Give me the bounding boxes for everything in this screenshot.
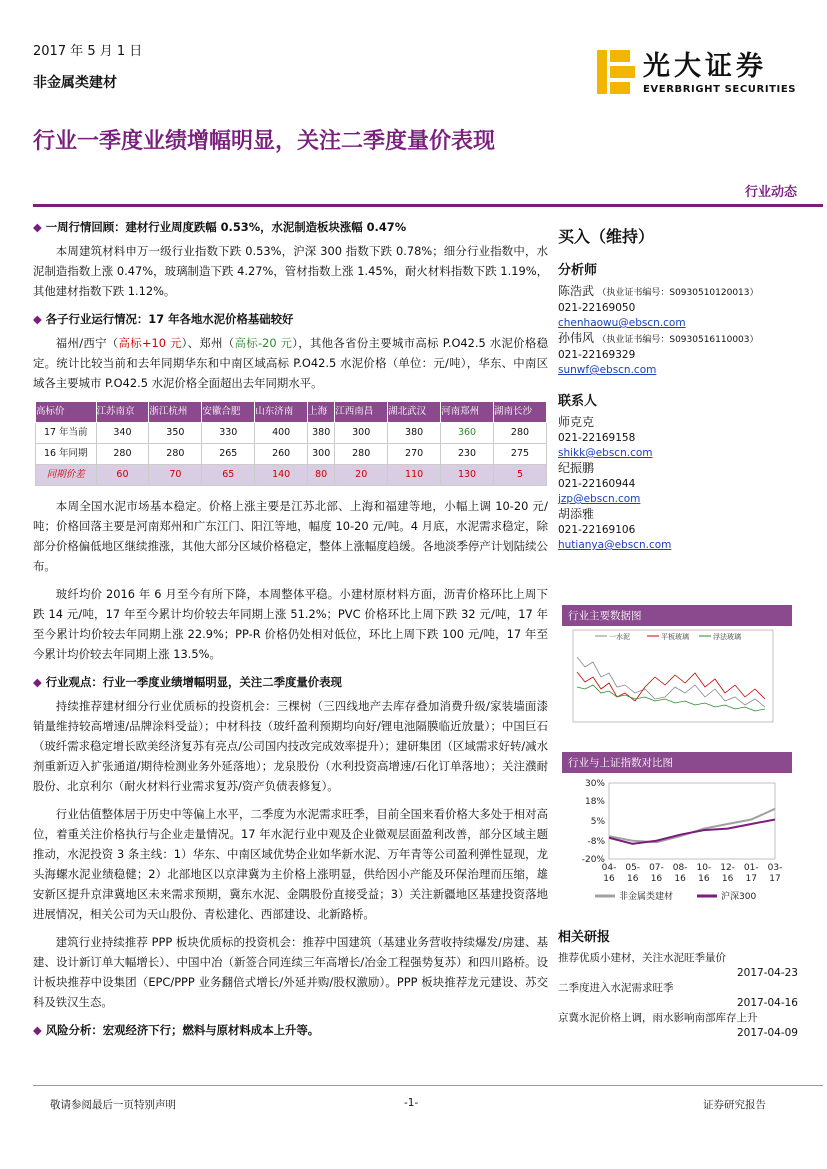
chart-plot-area	[609, 783, 775, 859]
table-cell: 280	[335, 444, 388, 465]
table-header-cell: 湖北武汉	[388, 402, 441, 423]
table-cell: 230	[441, 444, 494, 465]
y-tick-label: -8%	[587, 836, 605, 847]
table-cell: 340	[96, 423, 149, 444]
header-divider	[33, 204, 823, 207]
footer-report-type: 证券研究报告	[703, 1099, 766, 1111]
x-tick-label: 16	[674, 874, 686, 884]
related-report-title[interactable]: 二季度进入水泥需求旺季	[558, 982, 674, 994]
chart1-legend-label: 浮法玻璃	[713, 633, 741, 641]
chart1-legend-label: 一水泥	[609, 633, 630, 641]
contact-entry: 纪振鹏 021-22160944 jzp@ebscn.com	[558, 461, 641, 505]
table-cell: 17 年当前	[36, 423, 97, 444]
contact-email-link[interactable]: jzp@ebscn.com	[558, 493, 641, 505]
table-cell: 360	[441, 423, 494, 444]
table-cell: 140	[255, 465, 308, 486]
legend-label: 沪深300	[721, 892, 757, 902]
legend-label: 非金属类建材	[619, 892, 674, 902]
table-cell: 270	[388, 444, 441, 465]
industry-data-chart	[565, 627, 780, 727]
x-tick-label: 16	[698, 874, 710, 884]
table-cell: 380	[308, 423, 335, 444]
industry-series-line-red	[577, 672, 765, 701]
logo-chinese-text: 光大证券	[643, 51, 767, 82]
table-cell: 110	[388, 465, 441, 486]
x-tick-label: 16	[626, 874, 639, 884]
contact-email-link[interactable]: hutianya@ebscn.com	[558, 539, 672, 551]
section-subindustry-heading: ◆ 各子行业运行情况：17 年各地水泥价格基础较好	[33, 312, 294, 326]
table-row	[36, 465, 547, 486]
analyst-email-link[interactable]: chenhaowu@ebscn.com	[558, 317, 686, 329]
contact-email-link[interactable]: shikk@ebscn.com	[558, 447, 653, 459]
y-tick-label: -20%	[581, 855, 605, 865]
diamond-bullet-icon: ◆	[33, 312, 42, 326]
analyst-heading: 分析师	[558, 263, 598, 278]
report-date: 2017 年 5 月 1 日	[33, 44, 143, 59]
section-risk-heading: ◆ 风险分析：宏观经济下行；燃料与原材料成本上升等。	[33, 1023, 320, 1037]
section-outlook-heading: ◆ 行业观点：行业一季度业绩增幅明显，关注二季度量价表现	[33, 675, 342, 689]
diamond-bullet-icon: ◆	[33, 1023, 42, 1037]
footer-disclaimer: 敬请参阅最后一页特别声明	[50, 1099, 176, 1111]
x-tick-label: 16	[603, 874, 615, 884]
x-tick-label: 17	[745, 874, 758, 884]
document-type: 行业动态	[744, 185, 797, 200]
table-cell: 330	[202, 423, 255, 444]
table-header-cell: 山东济南	[255, 402, 308, 423]
x-tick-label: 12-	[720, 863, 735, 873]
table-cell: 380	[388, 423, 441, 444]
diamond-bullet-icon: ◆	[33, 675, 42, 689]
table-cell: 280	[149, 444, 202, 465]
table-header-cell: 浙江杭州	[149, 402, 202, 423]
everbright-logo-icon	[597, 50, 635, 94]
table-cell: 265	[202, 444, 255, 465]
related-report-date: 2017-04-23	[736, 967, 798, 979]
sidebar	[558, 214, 798, 553]
table-cell: 350	[149, 423, 202, 444]
related-report-title[interactable]: 推荐优质小建材，关注水泥旺季量价	[558, 952, 726, 964]
index-comparison-chart-title: 行业与上证指数对比图	[562, 752, 792, 773]
table-header-row	[36, 402, 547, 423]
table-cell: 同期价差	[36, 465, 97, 486]
industry-series-line-grey	[577, 657, 765, 707]
y-tick-label: 18%	[584, 797, 605, 808]
series-line	[609, 809, 775, 842]
table-header-cell: 高标价	[36, 402, 97, 423]
table-header-cell: 江西南昌	[335, 402, 388, 423]
x-tick-label: 16	[721, 874, 734, 884]
industry-data-chart-title: 行业主要数据图	[562, 605, 792, 626]
table-cell: 65	[202, 465, 255, 486]
rating-label: 买入（维持）	[558, 227, 655, 246]
x-tick-label: 07-	[649, 863, 664, 873]
x-tick-label: 10-	[696, 863, 712, 873]
table-cell: 5	[493, 465, 546, 486]
related-report-date: 2017-04-09	[736, 1027, 798, 1039]
contact-heading: 联系人	[558, 394, 598, 409]
table-cell: 20	[335, 465, 388, 486]
sector-name: 非金属类建材	[33, 75, 117, 91]
section-weekly-review-heading: ◆ 一周行情回顾：建材行业周度跌幅 0.53%，水泥制造板块涨幅 0.47%	[33, 220, 407, 234]
table-row	[36, 444, 547, 465]
y-tick-label: 30%	[584, 779, 605, 789]
table-header-cell: 河南郑州	[441, 402, 494, 423]
index-comparison-chart	[565, 775, 783, 905]
x-tick-label: 03-	[767, 863, 783, 873]
table-cell: 280	[493, 423, 546, 444]
table-cell: 70	[149, 465, 202, 486]
table-cell: 275	[493, 444, 546, 465]
table-cell: 300	[308, 444, 335, 465]
related-report-title[interactable]: 京冀水泥价格上调，雨水影响南部库存上升	[558, 1012, 758, 1024]
contact-entry: 师克克 021-22169158 shikk@ebscn.com	[558, 415, 653, 459]
x-tick-label: 01-	[743, 863, 759, 873]
footer-divider	[33, 1085, 823, 1086]
recommendation-paragraph: 持续推荐建材细分行业优质标的投资机会：三棵树（三四线地产去库存叠加消费升级/家装墙面漆销量维持较高增速/品牌涂料受益）；中材科技（玻纤盈利预期均向好/锂电池隔膜临近放量）；中国巨石（玻纤需求稳定增长欧美经济复苏有亮点/公司国内技改完成效率提升）；建研集团（区域需求好转/减水剂重新迈入扩张通道/期待检测业务外延落地）；龙泉股份（水利投资高增速/石化订单落地）；关注濮耐股份、北京利尔（耐火材料行业需求复苏/资产负债表修复）。	[33, 699, 548, 793]
main-content	[33, 214, 548, 1044]
table-cell: 280	[96, 444, 149, 465]
report-title: 行业一季度业绩增幅明显，关注二季度量价表现	[33, 129, 496, 154]
table-row	[36, 423, 547, 444]
logo-english-text: EVERBRIGHT SECURITIES	[643, 84, 797, 95]
weekly-review-paragraph: 本周建筑材料申万一级行业指数下跌 0.53%，沪深 300 指数下跌 0.78%；细分行业指数中，水泥制造指数上涨 0.47%，玻璃制造下跌 4.27%，管材指数上涨 1.45%，耐火材料指数下跌 1.19%，其他建材指数下跌 1.12%。	[33, 244, 548, 298]
cement-price-table	[35, 401, 547, 486]
market-summary-paragraph: 本周全国水泥市场基本稳定。价格上涨主要是江苏北部、上海和福建等地，小幅上调 10-20 元/吨；价格回落主要是河南郑州和广东江门、阳江等地，幅度 10-20 元/吨。4 月底，水泥需求稳定，除部分价格偏低地区继续推涨，其他大部分区域价格稳定，整体上涨幅度趋缓。各地淡季停产计划陆续公布。	[33, 499, 548, 573]
diamond-bullet-icon: ◆	[33, 220, 42, 234]
page-number: -1-	[404, 1097, 419, 1109]
x-tick-label: 05-	[625, 863, 641, 873]
materials-paragraph: 玻纤均价 2016 年 6 月至今有所下降，本周整体平稳。小建材原材料方面，沥青价格环比上周下跌 14 元/吨，17 年至今累计均价较去年同期上涨 51.2%；PVC 价格环比上周下跌 32 元/吨，17 年至今累计均价较去年同期上涨 22.9%；PP-R 价格仍处相对低位，环比上周下跌 100 元/吨，17 年至今累计均价较去年同期上涨 13.5%。	[33, 587, 548, 661]
table-cell: 260	[255, 444, 308, 465]
table-header-cell: 湖南长沙	[493, 402, 546, 423]
x-tick-label: 16	[650, 874, 663, 884]
contact-entry: 胡添雅 021-22169106 hutianya@ebscn.com	[558, 507, 672, 551]
x-tick-label: 08-	[672, 863, 688, 873]
table-cell: 300	[335, 423, 388, 444]
chart1-legend-label: 平板玻璃	[661, 633, 689, 641]
ppp-paragraph: 建筑行业持续推荐 PPP 板块优质标的投资机会：推荐中国建筑（基建业务营收持续爆发/房建、基建、设计新订单大幅增长）、中国中冶（新签合同连续三年高增长/冶金工程强势复苏）和四川路桥。设计板块推荐中设集团（EPC/PPP 业务翻倍式增长/外延并购/股权激励）。PPP 板块推荐龙元建设、苏交科及铁汉生态。	[33, 935, 548, 1009]
x-tick-label: 04-	[601, 863, 617, 873]
analyst-entry: 孙伟风 （执业证书编号：S0930516110003） 021-22169329 sunwf@ebscn.com	[558, 331, 759, 376]
analyst-entry: 陈浩武 （执业证书编号：S0930510120013） 021-22169050 chenhaowu@ebscn.com	[558, 284, 759, 329]
table-header-cell: 上海	[308, 402, 335, 423]
related-report-date: 2017-04-16	[736, 997, 798, 1009]
table-cell: 130	[441, 465, 494, 486]
related-reports-heading: 相关研报	[558, 930, 611, 945]
cement-price-paragraph: 福州/西宁（高标+10 元）、郑州（高标-20 元），其他各省份主要城市高标 P.O42.5 水泥价格稳定。统计比较当前和去年同期华东和中南区域高标 P.O42.5 水泥价格（单位：元/吨），华东、中南区域各主要城市 P.O42.5 水泥价格全面超出去年同期水平。	[33, 336, 548, 390]
table-cell: 80	[308, 465, 335, 486]
table-header-cell: 安徽合肥	[202, 402, 255, 423]
table-cell: 16 年同期	[36, 444, 97, 465]
table-cell: 400	[255, 423, 308, 444]
table-cell: 60	[96, 465, 149, 486]
y-tick-label: 5%	[590, 817, 605, 827]
related-reports	[558, 920, 798, 1041]
table-header-cell: 江苏南京	[96, 402, 149, 423]
analyst-email-link[interactable]: sunwf@ebscn.com	[558, 364, 657, 376]
valuation-paragraph: 行业估值整体居于历史中等偏上水平，二季度为水泥需求旺季，目前全国来看价格大多处于相对高位，着重关注价格执行与企业走量情况。17 年水泥行业中观及企业微观层面盈利改善，部分区域主题推动，水泥投资 3 条主线：1）华东、中南区域优势企业如华新水泥、万年青等公司盈利弹性显现，龙头海螺水泥业绩稳健；2）北部地区以京津冀为主价格上涨明显，供给因小产能及环保治理而压缩，雄安新区提升京津冀地区未来需求预期，冀东水泥、金隅股份直接受益；3）关注新疆地区基建投资落地进展情况，相关公司为天山股份、青松建化、西部建设、北新路桥。	[33, 807, 548, 921]
x-tick-label: 17	[769, 874, 781, 884]
